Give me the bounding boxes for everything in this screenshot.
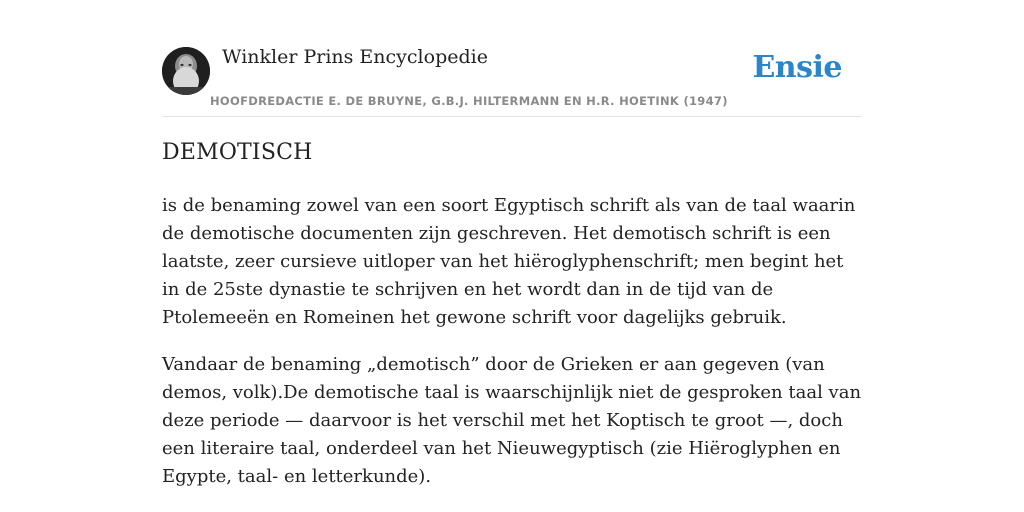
editors-line: HOOFDREDACTIE E. DE BRUYNE, G.B.J. HILTERMANN EN H.R. HOETINK (1947) <box>210 94 728 108</box>
entry-paragraph-2: Vandaar de benaming „demotisch” door de Grieken er aan gegeven (van demos, volk).De demotische taal is waarschijnlijk niet de gesproken taal van deze periode — daarvoor is het verschil met het Koptisch te groot —, doch een literaire taal, onderdeel van het Nieuwegyptisch (zie Hiëroglyphen en Egypte, taal- en letterkunde). <box>162 354 862 487</box>
entry-title: DEMOTISCH <box>162 140 313 165</box>
entry-paragraph-1: is de benaming zowel van een soort Egyptisch schrift als van de taal waarin de demotische documenten zijn geschreven. Het demotisch schrift is een laatste, zeer cursieve uitloper van het hiëroglyphenschrift; men begint het in de 25ste dynastie te schrijven en het wordt dan in de tijd van de Ptolemeeën en Romeinen het gewone schrift voor dagelijks gebruik. <box>162 195 856 328</box>
brand-logo[interactable]: Ensie <box>752 50 842 85</box>
entry-body <box>162 192 862 510</box>
header <box>162 40 862 117</box>
site-title[interactable]: Winkler Prins Encyclopedie <box>222 46 488 68</box>
portrait-image <box>162 47 210 95</box>
author-avatar[interactable] <box>162 47 210 95</box>
